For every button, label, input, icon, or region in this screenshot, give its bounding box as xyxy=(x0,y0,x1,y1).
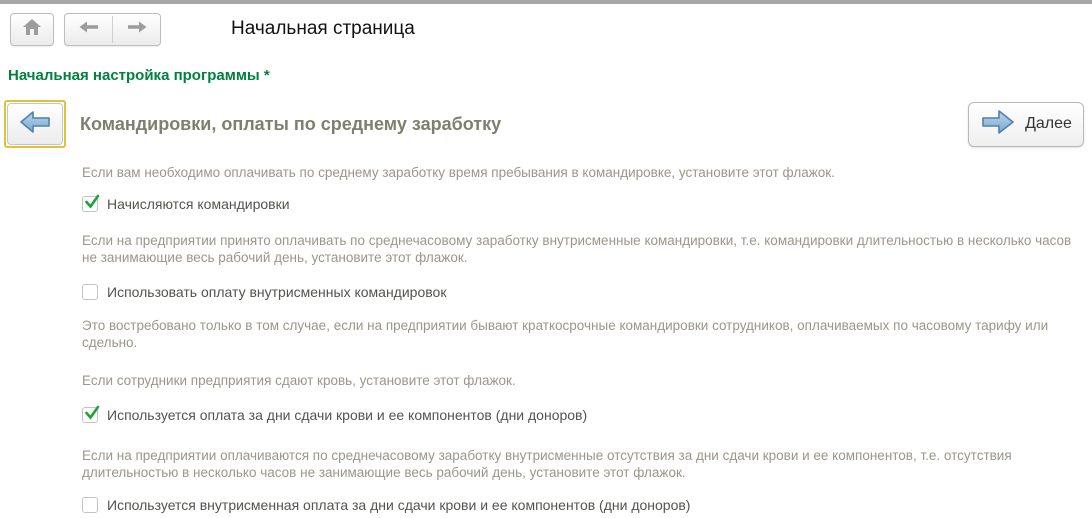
home-icon xyxy=(22,18,42,41)
checkbox-row-business-trips xyxy=(82,196,1082,212)
back-button[interactable] xyxy=(65,14,112,45)
checkbox-intrashift-trips[interactable] xyxy=(82,284,98,300)
wizard-header xyxy=(0,99,1092,149)
check-icon xyxy=(84,193,101,211)
arrow-right-icon xyxy=(126,20,148,39)
history-nav-group xyxy=(64,13,161,46)
checkbox-label[interactable]: Начисляются командировки xyxy=(107,196,290,212)
hint-paragraph: Это востребовано только в том случае, если на предприятии бывают краткосрочные командировки сотрудников, оплачиваемых по часовому тарифу или сдельно. xyxy=(82,318,1049,350)
forward-button[interactable] xyxy=(113,14,160,45)
wizard-back-button-focus-ring xyxy=(4,100,66,148)
checkbox-business-trips[interactable] xyxy=(82,196,98,212)
next-button[interactable] xyxy=(968,102,1084,147)
checkbox-row-donor-days xyxy=(82,407,1082,423)
checkbox-row-intrashift-donor-days xyxy=(82,497,1082,513)
checkbox-label[interactable]: Использовать оплату внутрисменных командировок xyxy=(107,284,447,300)
home-button[interactable] xyxy=(10,13,54,46)
checkbox-row-intrashift-trips xyxy=(82,284,1082,300)
checkbox-donor-days[interactable] xyxy=(82,407,98,423)
breadcrumb-setup-link[interactable]: Начальная настройка программы * xyxy=(8,67,270,84)
big-arrow-left-icon xyxy=(18,109,52,140)
toolbar xyxy=(10,12,1092,46)
wizard-content xyxy=(82,164,1082,513)
page-title: Начальная страница xyxy=(231,18,415,39)
checkbox-intrashift-donor-days[interactable] xyxy=(82,497,98,513)
wizard-back-button[interactable] xyxy=(7,103,63,145)
hint-paragraph: Если вам необходимо оплачивать по среднему заработку время пребывания в командировке, установите этот флажок. xyxy=(82,165,835,180)
wizard-heading: Командировки, оплаты по среднему заработку xyxy=(80,113,502,134)
hint-paragraph: Если сотрудники предприятия сдают кровь, установите этот флажок. xyxy=(82,373,516,388)
checkbox-label[interactable]: Используется внутрисменная оплата за дни сдачи крови и ее компонентов (дни доноров) xyxy=(107,497,691,513)
next-button-label: Далее xyxy=(1025,115,1072,132)
top-strip xyxy=(0,0,1092,4)
check-icon xyxy=(84,404,101,422)
arrow-left-icon xyxy=(78,20,100,39)
hint-paragraph: Если на предприятии оплачиваются по среднечасовому заработку внутрисменные отсутствия за дни сдачи крови и ее компонентов, т.е. отсутствия длительностью в несколько часов не занимающие весь рабочий день, установите этот флажок. xyxy=(82,448,1012,480)
hint-paragraph: Если на предприятии принято оплачивать по среднечасовому заработку внутрисменные командировки, т.е. командировки длительностью в несколько часов не занимающие весь рабочий день, установите этот флажок. xyxy=(82,233,1072,265)
checkbox-label[interactable]: Используется оплата за дни сдачи крови и ее компонентов (дни доноров) xyxy=(107,407,588,423)
big-arrow-right-icon xyxy=(980,108,1016,141)
